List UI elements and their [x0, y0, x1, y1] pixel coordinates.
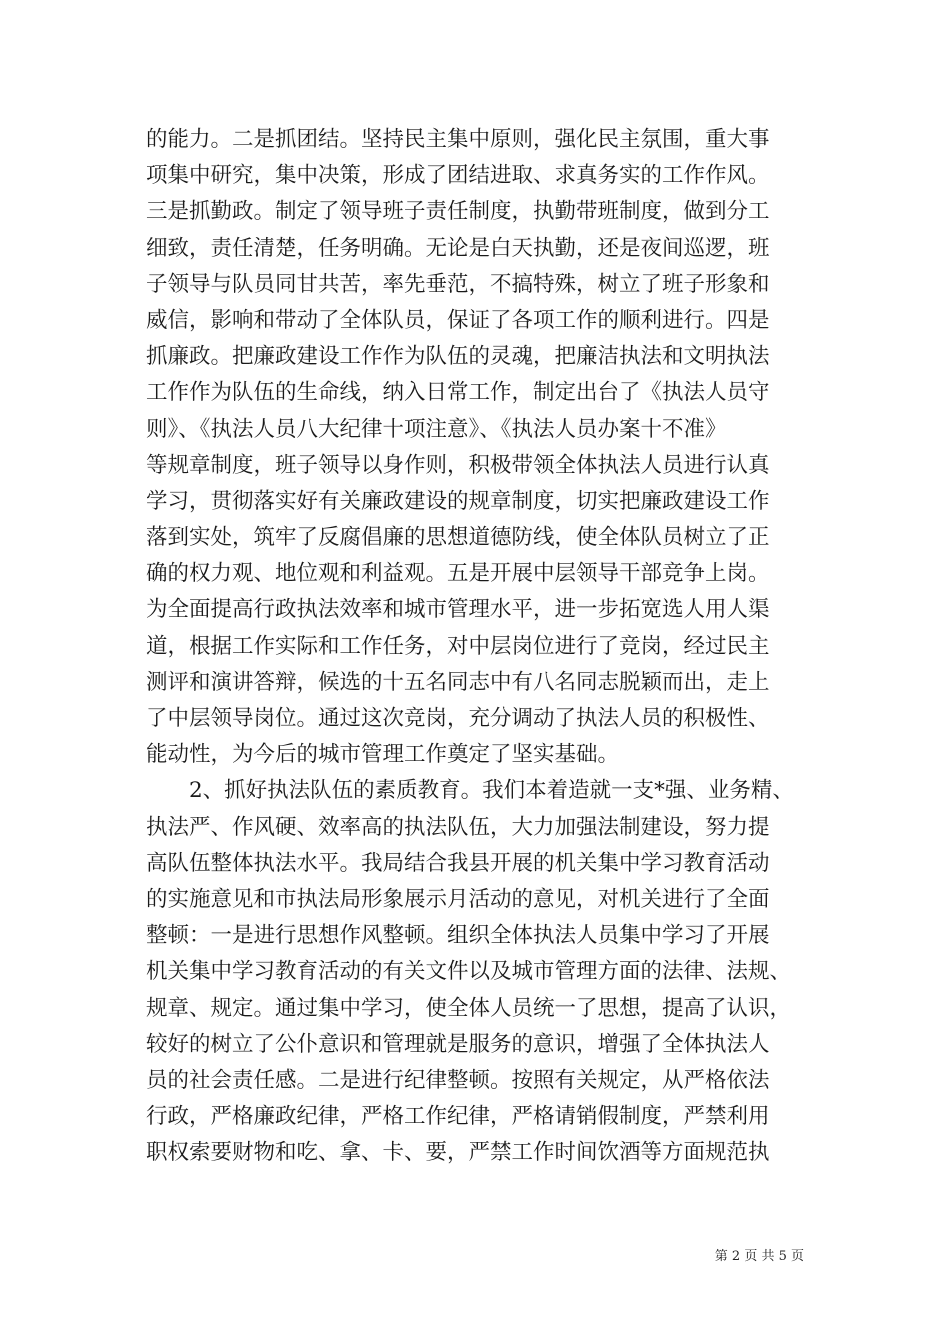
text-line: 执法严、作风硬、效率高的执法队伍，大力加强法制建设，努力提	[146, 814, 770, 840]
text-line: 整顿：一是进行思想作风整顿。组织全体执法人员集中学习了开展	[146, 923, 770, 949]
text-line: 则》、《执法人员八大纪律十项注意》、《执法人员办案十不准》	[146, 416, 727, 442]
text-line: 项集中研究，集中决策，形成了团结进取、求真务实的工作作风。	[146, 163, 770, 189]
body-text	[146, 122, 810, 1171]
text-line: 的实施意见和市执法局形象展示月活动的意见，对机关进行了全面	[146, 886, 770, 912]
text-line: 职权索要财物和吃、拿、卡、要，严禁工作时间饮酒等方面规范执	[146, 1140, 770, 1166]
text-line: 能动性，为今后的城市管理工作奠定了坚实基础。	[146, 742, 620, 768]
page-number: 第 2 页 共 5 页	[714, 1249, 804, 1264]
text-line: 落到实处，筑牢了反腐倡廉的思想道德防线，使全体队员树立了正	[146, 525, 770, 551]
text-line: 道，根据工作实际和工作任务，对中层岗位进行了竞岗，经过民主	[146, 633, 770, 659]
text-line: 高队伍整体执法水平。我局结合我县开展的机关集中学习教育活动	[146, 850, 770, 876]
text-line: 三是抓勤政。制定了领导班子责任制度，执勤带班制度，做到分工	[146, 199, 770, 225]
text-line: 测评和演讲答辩，候选的十五名同志中有八名同志脱颖而出，走上	[146, 669, 770, 695]
text-line: 的能力。二是抓团结。坚持民主集中原则，强化民主氛围，重大事	[146, 127, 770, 152]
text-line: 等规章制度，班子领导以身作则，积极带领全体执法人员进行认真	[146, 452, 770, 478]
paragraph-start-line: 2、抓好执法队伍的素质教育。我们本着造就一支*强、业务精、	[189, 778, 794, 804]
text-line: 较好的树立了公仆意识和管理就是服务的意识，增强了全体执法人	[146, 1031, 770, 1057]
text-line: 子领导与队员同甘共苦，率先垂范，不搞特殊，树立了班子形象和	[146, 271, 770, 297]
text-line: 工作作为队伍的生命线，纳入日常工作，制定出台了《执法人员守	[146, 380, 770, 406]
text-line: 为全面提高行政执法效率和城市管理水平，进一步拓宽选人用人渠	[146, 597, 770, 623]
text-line: 威信，影响和带动了全体队员，保证了各项工作的顺利进行。四是	[146, 307, 770, 333]
text-line: 员的社会责任感。二是进行纪律整顿。按照有关规定，从严格依法	[146, 1067, 770, 1093]
text-line: 学习，贯彻落实好有关廉政建设的规章制度，切实把廉政建设工作	[146, 488, 770, 514]
text-line: 了中层领导岗位。通过这次竞岗，充分调动了执法人员的积极性、	[146, 706, 770, 731]
text-line: 机关集中学习教育活动的有关文件以及城市管理方面的法律、法规、	[146, 959, 792, 985]
text-line: 行政，严格廉政纪律，严格工作纪律，严格请销假制度，严禁利用	[146, 1104, 770, 1130]
text-line: 规章、规定。通过集中学习，使全体人员统一了思想，提高了认识，	[146, 995, 792, 1021]
text-line: 抓廉政。把廉政建设工作作为队伍的灵魂，把廉洁执法和文明执法	[146, 344, 770, 370]
text-line: 确的权力观、地位观和利益观。五是开展中层领导干部竞争上岗。	[146, 561, 770, 587]
text-line: 细致，责任清楚，任务明确。无论是白天执勤，还是夜间巡逻，班	[146, 235, 770, 261]
